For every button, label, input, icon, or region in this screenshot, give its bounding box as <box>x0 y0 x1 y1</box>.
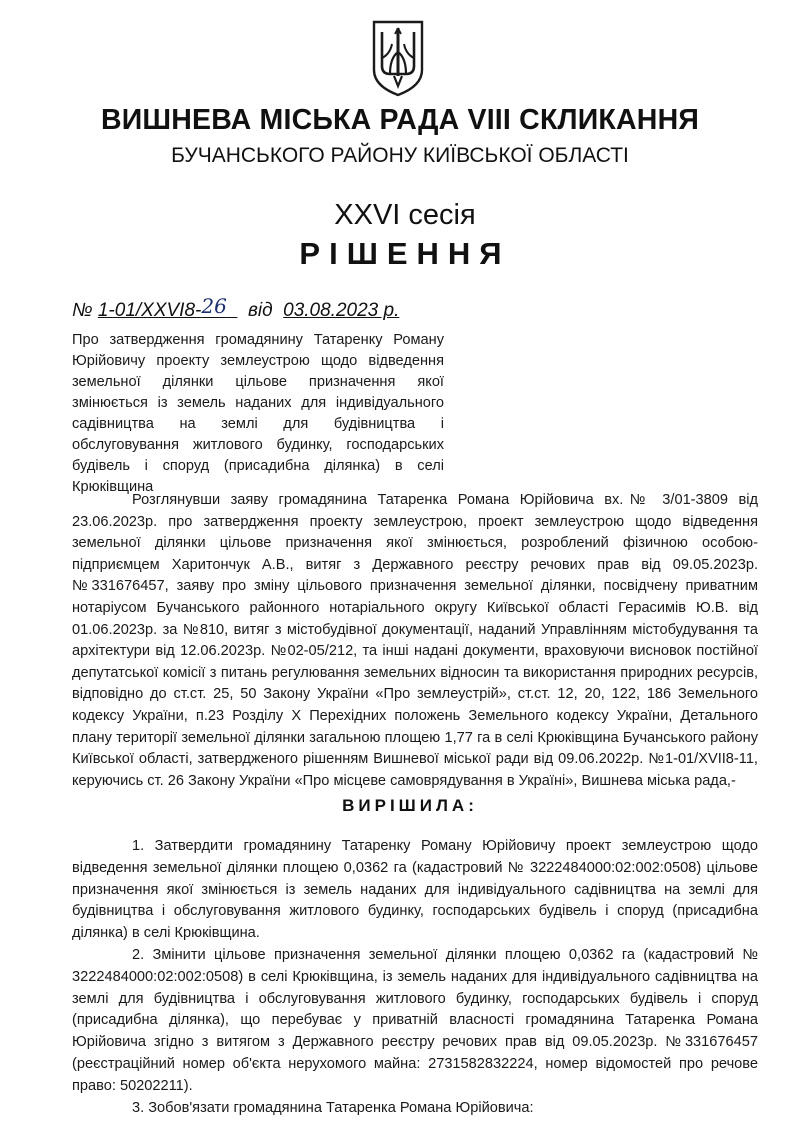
preamble-block <box>72 490 758 792</box>
document-number-line <box>72 294 400 322</box>
document-date: 03.08.2023 р. <box>283 300 400 321</box>
session-title: XXVI сесія <box>334 199 476 231</box>
preamble-paragraph: Розглянувши заяву громадянина Татаренка Романа Юрійовича вх.№ 3/01-3809 від 23.06.2023р. про затвердження проекту землеустрою, проект землеустрою щодо відведення земельної ділянки цільове призначення якої змінюється, розроблений фізичною особою-підприємцем Харитончук А.В., витяг з Державного реєстру речових прав від 09.05.2023р. №331676457, заяву про зміну цільового призначення земельної ділянки, посвідчену приватним нотаріусом Бучанського районного нотаріального округу Київської області Герасимів Ю.В. від 01.06.2023р. за №810, витяг з містобудівної документації, наданий Управлінням містобудування та архітектури від 12.06.2023р. №02-05/212, та інші надані документи, враховуючи висновок постійної депутатської комісії з питань регулювання земельних відносин та використання природних ресурсів, відповідно до ст.ст. 25, 50 Закону України «Про землеустрій», ст.ст. 12, 20, 122, 186 Земельного кодексу України, п.23 Розділу Х Перехідних положень Земельного кодексу України, Детального плану території земельної ділянки загальною площею 1,77 га в селі Крюківщина Бучанського району Київської області, затвердженого рішенням Вишневої міської ради від 09.06.2022р. №1-01/XVII8-11, керуючись ст. 26 Закону України «Про місцеве самоврядування в Україні», Вишнева міська рада,- <box>72 492 758 789</box>
number-prefix: № <box>72 300 93 321</box>
council-name: ВИШНЕВА МІСЬКА РАДА VIII СКЛИКАННЯ <box>100 104 700 136</box>
date-prefix: від <box>247 300 273 321</box>
document-number <box>97 294 238 321</box>
decision-items <box>72 836 758 1119</box>
trident-emblem-icon <box>370 18 426 98</box>
document-number-print: 1-01/XXVI8- <box>97 300 202 321</box>
decision-subject: Про затвердження громадянину Татаренку Роману Юрійовичу проекту землеустрою щодо відведення земельної ділянки цільове призначення якої змінюється із земель наданих для індивідуального садівництва на землі для будівництва і обслуговування житлового будинку, господарських будівель і споруд (присадибна ділянка) в селі Крюківщина <box>72 332 444 495</box>
decision-item-1: 1. Затвердити громадянину Татаренку Роману Юрійовичу проект землеустрою щодо відведення земельної ділянки площею 0,0362 га (кадастровий № 3222484000:02:002:0508) цільове призначення якої змінюється із земель наданих для індивідуального садівництва на землі для будівництва і обслуговування житлового будинку, господарських будівель і споруд (присадибна ділянка) в селі Крюківщина. <box>72 838 758 942</box>
resolved-heading: ВИРІШИЛА: <box>342 796 478 815</box>
decision-item-3: 3. Зобов'язати громадянина Татаренка Романа Юрійовича: <box>132 1099 534 1116</box>
decision-title: РІШЕННЯ <box>299 236 511 271</box>
decision-item-2: 2. Змінити цільове призначення земельної ділянки площею 0,0362 га (кадастровий № 3222484000:02:002:0508) в селі Крюківщина, із земель наданих для індивідуального садівництва на землі для будівництва і обслуговування житлового будинку, господарських будівель і споруд (присадибна ділянка), що перебуває у приватній власності громадянина Татаренка Романа Юрійовича згідно з витягом з Державного реєстру речових прав від 09.05.2023р. №331676457 (реєстраційний номер об'єкта нерухомого майна: 2731582832224, номер відомостей про речове право: 50202211). <box>72 946 758 1094</box>
district-name: БУЧАНСЬКОГО РАЙОНУ КИЇВСЬКОЇ ОБЛАСТІ <box>171 144 629 167</box>
document-number-handwritten: 26 <box>201 294 227 318</box>
